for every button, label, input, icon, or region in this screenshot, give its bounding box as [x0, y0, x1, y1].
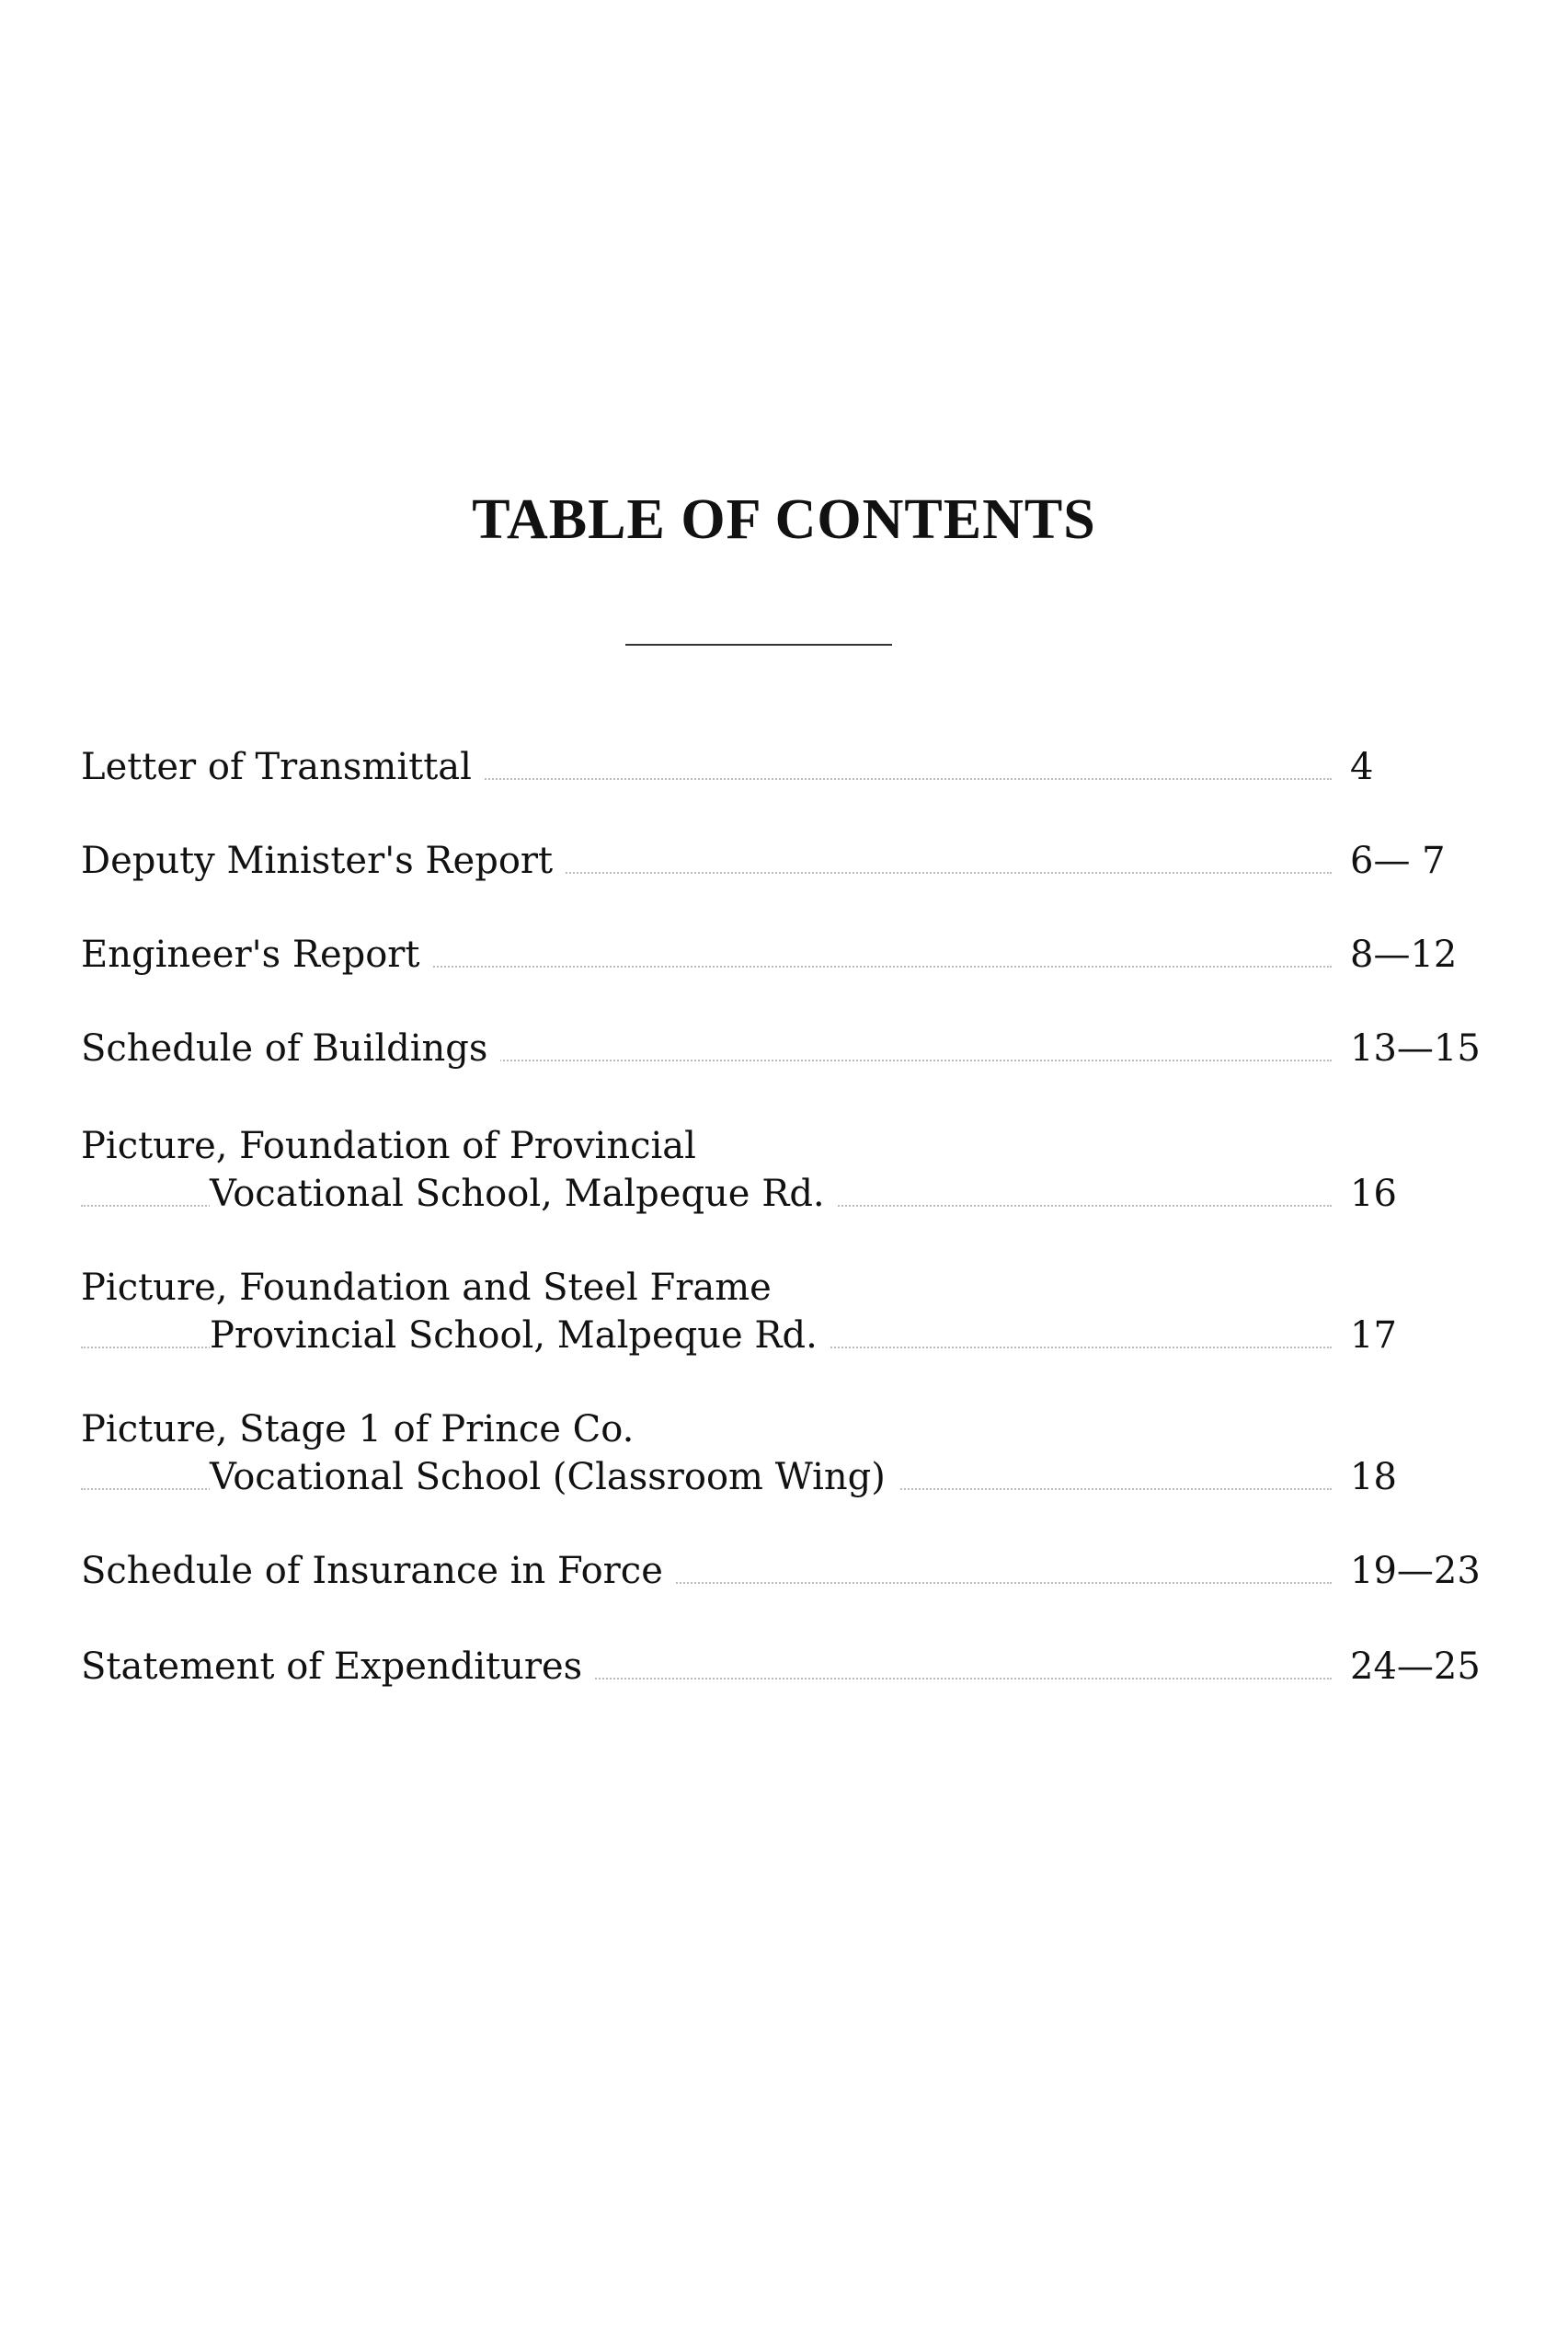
toc-entry-page: 6— 7 [1350, 840, 1446, 882]
toc-entry-page: 13—15 [1350, 1027, 1481, 1070]
toc-entry-label: Schedule of Insurance in Force [81, 1550, 676, 1592]
toc-entry-schedule-of-buildings [81, 1025, 1479, 1072]
toc-entry-page: 4 [1350, 746, 1374, 788]
toc-entry-label: Picture, Foundation and Steel Frame [81, 1267, 784, 1309]
toc-entry-page: 24—25 [1350, 1645, 1481, 1688]
toc-entry-letter-of-transmittal [81, 743, 1479, 791]
toc-entry-picture-foundation-provincial [81, 1122, 1479, 1218]
toc-entry-statement-of-expenditures [81, 1643, 1479, 1691]
toc-entry-picture-stage-1 [81, 1405, 1479, 1501]
toc-entry-label: Picture, Foundation of Provincial [81, 1125, 709, 1167]
toc-entry-deputy-ministers-report [81, 837, 1479, 885]
toc-entry-label-continued: Provincial School, Malpeque Rd. [210, 1314, 830, 1357]
toc-entry-page: 18 [1350, 1456, 1397, 1498]
toc-entry-label-continued: Vocational School, Malpeque Rd. [210, 1173, 838, 1215]
title-divider [625, 644, 892, 646]
page-title: TABLE OF CONTENTS [472, 488, 1096, 551]
toc-entry-label: Engineer's Report [81, 934, 433, 976]
toc-entry-page: 17 [1350, 1314, 1397, 1357]
toc-entry-page: 8—12 [1350, 934, 1458, 976]
toc-entry-engineers-report [81, 931, 1479, 979]
toc-entry-picture-foundation-steel-frame [81, 1264, 1479, 1359]
toc-entry-label: Schedule of Buildings [81, 1027, 500, 1070]
toc-entry-label: Letter of Transmittal [81, 746, 485, 788]
toc-entry-schedule-of-insurance [81, 1547, 1479, 1595]
toc-entry-label-continued: Vocational School (Classroom Wing) [210, 1456, 898, 1498]
toc-entry-label: Deputy Minister's Report [81, 840, 566, 882]
toc-entry-label: Statement of Expenditures [81, 1645, 595, 1688]
toc-entry-label: Picture, Stage 1 of Prince Co. [81, 1408, 647, 1450]
toc-entry-page: 16 [1350, 1173, 1397, 1215]
toc-entry-page: 19—23 [1350, 1550, 1481, 1592]
